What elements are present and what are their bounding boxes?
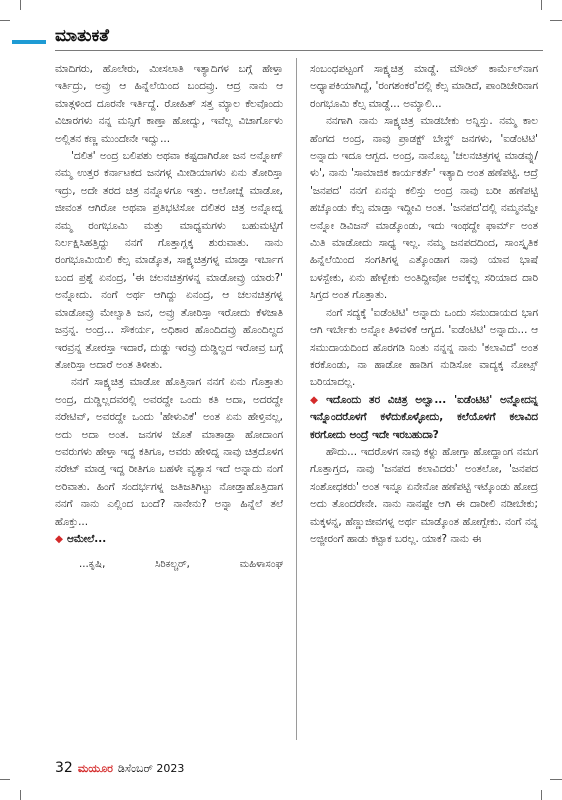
crop-mark-bottom-left-v [20, 790, 21, 800]
page-number: 32 [55, 760, 73, 776]
sub-heading [55, 531, 283, 548]
issue-date: ಡಿಸೆಂಬರ್ 2023 [117, 762, 185, 775]
interview-question-text: ಇದೊಂದು ತರ ವಿಚಿತ್ರ ಅಲ್ವಾ... 'ಐಡೆಂಟಿಟಿ' ಅನ್ನೋದನ್ನ ಇನ್ನೊಂದರೊಳಗೆ ಕಳೆದುಕೊಳ್ಳೋದು, ಕಲೆಯೊಳಗೆ ಕಲಾವಿದ ಕರಗೋದು ಅಂದ್ರೆ ಇದೇ ಇರಬಹುದಾ? [310, 393, 538, 441]
continuation-part-2: ಸಿರಿಕಲ್ಚರ್, [155, 559, 190, 571]
left-paragraph-3: ನನಗೆ ಸಾಕ್ಷ್ಯಚಿತ್ರ ಮಾಡೋ ಹೊತ್ತಿನಾಗ ನನಗೆ ಏನು ಗೊತ್ತಾತು ಅಂದ್ರ, ದುಡ್ಡಿಲ್ಲದವರಲ್ಲಿ ಅವರದ್ದೇ ಒಂದು ಕತಿ ಅದಾ, ಅದರದ್ದೇ ನರೇಟಿವ್, ಅವರದ್ದೇ ಒಂದು 'ಹೇಳುವಿಕೆ' ಅಂತ ಏನು ಹೇಳ್ತಿವಲ್ಲ, ಅದು ಅದಾ ಅಂತ. ಜನಗಳ ಜೊತೆ ಮಾತಾಡ್ತಾ ಹೋದಾಂಗ ಅವರುಗಳು ಹೇಳ್ತಾ ಇದ್ದ ಕತಿಗೂ, ಅವರು ಹೇಳಿದ್ನ ನಾವು ಚಿತ್ರದೊಳಗ ನರೇಟ್ ಮಾಡ್ತ ಇದ್ದ ರೀತಿಗೂ ಬಹಳೇ ವ್ಯತ್ಯಾಸ ಇದೆ ಅನ್ನಾದು ನಂಗೆ ಅರಿವಾತು. ಹಿಂಗೆ ಸಂದರ್ಭಗಳ್ನ ಜತಿಜತಿಗಿಟ್ಟು ನೋಡ್ತಾಹೊತ್ತಿದಾಗ ನನಗೆ ನಾನು ಎಲ್ಲಿಂದ ಬಂದೆ? ನಾನೇನು? ಅನ್ನಾ ಹಿನ್ನೆಲೆ ತಲೆ ಹೊಕ್ತು... [55, 376, 283, 528]
section-accent-bar [12, 40, 46, 44]
diamond-bullet-icon: ◆ [310, 393, 323, 406]
sub-heading-text: ಆಮೇಲೆ... [67, 532, 107, 545]
crop-mark-top-left-v [20, 0, 21, 10]
interview-question [310, 392, 538, 444]
crop-mark-bottom-left-h [0, 779, 10, 780]
right-column [310, 61, 538, 548]
crop-mark-bottom-right-h [550, 779, 562, 780]
left-column [55, 61, 283, 574]
crop-mark-top-right-v [541, 0, 542, 10]
right-paragraph-2: ನನಗಾಗಿ ನಾನು ಸಾಕ್ಷ್ಯಚಿತ್ರ ಮಾಡಬೇಕು ಅನ್ನಿಸ್ತು. ನಮ್ಮ ಕಾಲ ಹೆಂಗದ ಅಂದ್ರ, ನಾವು ಪ್ರಾಡಕ್ಟ್ ಬೇಸ್ಡ್ ಜನಗಳು, 'ಐಡೆಂಟಿಟಿ' ಅನ್ನಾದು ಇದೂ ಆಗ್ಬದ. ಅಂದ್ರ, ನಾನೊಬ್ಬ 'ಚಲನಚಿತ್ರಗಳ್ನ ಮಾಡವ್ನು/ಳು', ನಾನು 'ಸಾಮಾಜಿಕ ಕಾರ್ಯಕರ್ತೆ' ಇತ್ಯಾದಿ ಅಂತ ಹಣೆಪಟ್ಟಿ. ಆದ್ರೆ 'ಜನಪದ' ನನಗೆ ಏನನ್ನು ಕಲಿಸ್ತು ಅಂದ್ರ ನಾವು ಬರೀ ಹಣೆಪಟ್ಟಿ ಹಚ್ಕೊಂಡು ಕೆಲ್ಸ ಮಾಡ್ತಾ ಇದ್ದೀವಿ ಅಂತ. 'ಜನಪದ'ದಲ್ಲಿ ನಮ್ಮನಮ್ದೇ ಅನ್ನೋ ಡಿವಿಜನ್ ಮಾಡ್ಕೊಂಡು, ಇದು ಇಂಥದ್ದೇ ಫಾರ್ಮ್ ಅಂತ ಮಿತಿ ಮಾಡೋದು ಸಾಧ್ಯ ಇಲ್ಲ. ನಮ್ಮ ಜನಪದದಿಂದ, ಸಾಂಸ್ಕೃತಿಕ ಹಿನ್ನೆಲೆಯಿಂದ ಸಂಗತಿಗಳ್ನ ಎತ್ಕೊಂಡಾಗ ನಾವು ಯಾವ ಭಾಷೆ ಬಳಸ್ಬೇಕು, ಏನು ಹೇಳ್ಬೇಕು ಅಂತಿದ್ದೀವೋ ಅವಕ್ಕೆಲ್ಲ ಸರಿಯಾದ ದಾರಿ ಸಿಗ್ತದ ಅಂತ ಗೊತ್ತಾತು. [310, 115, 538, 302]
right-paragraph-1: ಸಂಬಂಧಪಟ್ಟಂಗೆ ಸಾಕ್ಷ್ಯಚಿತ್ರ ಮಾಡ್ದೆ. ಮೌಂಟ್ ಕಾರ್ಮೆಲ್‌ನಾಗ ಅಧ್ಯಾಪಕಿಯಾಗಿದ್ದೆ, 'ರಂಗಶಂಕರ'ದಲ್ಲಿ ಕೆಲ್ಸ ಮಾಡಿದೆ, ಪಾಂಡಿಚೇರಿನಾಗ ರಂಗಭೂಮಿ ಕೆಲ್ಸ ಮಾಡ್ದೆ... ಅಮ್ಯಾಲಿ... [310, 63, 538, 110]
magazine-name: ಮಯೂರ [77, 762, 113, 775]
page-footer [55, 760, 184, 776]
continuation-row [55, 556, 283, 573]
left-paragraph-1: ಮಾದಿಗರು, ಹೊಲೇರು, ಮೀಸಲಾತಿ ಇತ್ಯಾದಿಗಳ ಬಗ್ಗೆ ಹೇಳ್ತಾ ಇರ್ತಿದ್ರು, ಅವ್ರು ಆ ಹಿನ್ನೆಲೆಯಿಂದ ಬಂದವ್ರು. ಆದ್ರ ನಾನು ಆ ಮಾತ್ಗಳಿಂದ ದೂರನೇ ಇರ್ತಿದ್ದೆ. ರೋಹಿತ್ ಸತ್ತ ಮ್ಯಾಲ ಕೆಲವೊಂದು ವಿಚಾರಗಳು ನನ್ನ ಮನ್ಸಿಗೆ ಕಾಣ್ತಾ ಹೋದ್ವು, ಇವೆಲ್ಲ ವಿಚಾರ್ಗೊಳು ಅಲ್ಲಿತನ ಕಣ್ಣ ಮುಂದೇನೇ ಇದ್ವು... [55, 63, 283, 145]
crop-mark-top-left-h [0, 20, 10, 21]
continuation-part-3: ಮಹಿಳಾಸಂಘ [239, 559, 283, 571]
crop-mark-top-right-h [550, 20, 562, 21]
continuation-part-1: ...ಕೃಷಿ, [79, 559, 106, 571]
section-title: ಮಾತುಕತೆ [55, 26, 109, 46]
right-paragraph-3: ನಂಗೆ ಸದ್ಯಕ್ಕೆ 'ಐಡೆಂಟಿಟಿ' ಅನ್ನಾದು ಒಂದು ಸಮುದಾಯದ ಭಾಗ ಆಗಿ ಇರ್ಬೇಕು ಅನ್ನೋ ತಿಳಿವಳಿಕೆ ಆಗ್ಯದ. 'ಐಡೆಂಟಿಟಿ' ಅನ್ನಾದು... ಆ ಸಮುದಾಯದಿಂದ ಹೊರಗಡಿ ನಿಂತು ನನ್ನನ್ನ ನಾನು 'ಕಲಾವಿದೆ' ಅಂತ ಕರಕೊಂಡು, ನಾ ಹಾಡೋ ಹಾಡಿಗ ನುಡಿಸೋ ವಾದ್ಯಕ್ಕ ನೋಟ್ಸ್ ಬರಿಯಾದಲ್ಲ. [310, 306, 538, 389]
column-divider [296, 58, 297, 740]
left-paragraph-2: 'ದಲಿತ' ಅಂದ್ರ ಬಲಿಪಶು ಅಥವಾ ಕಷ್ಟದಾಗಿರೋ ಜನ ಅನ್ನೋಗ್ ನಮ್ಮ ಉತ್ತರ ಕರ್ನಾಟಕದ ಜನಗಳ್ಗ ಮೀಡಿಯಾಗಳು ಏನು ತೋರಿಸ್ತಾ ಇದ್ರು, ಅದೇ ತರದ ಚಿತ್ರ ನನ್ನೊಳಗೂ ಇತ್ತು. ಆಲೋಚ್ನೆ ಮಾಡೋ, ಜೀವಂತ ಆಗಿರೋ ಅಥವಾ ಪ್ರತಿಭಟಿಸೋ ದಲಿತರ ಚಿತ್ರ ಅನ್ನೋದ್ನ ನಮ್ಮ ರಂಗಭೂಮಿ ಮತ್ತು ಮಾಧ್ಯಮಗಳು ಬಹುಮಟ್ಟಿಗೆ ನಿರ್ಲಕ್ಷಿಸಿಹತ್ತಿದ್ದು ನನಗೆ ಗೊತ್ತಾಗ್ಲಕ್ಕ ಶುರುವಾತು. ನಾನು ರಂಗಭೂಮಿಯಿಲಿ ಕೆಲ್ಸ ಮಾಡ್ಕೊತ, ಸಾಕ್ಷ್ಯಚಿತ್ರಗಳ್ನ ಮಾಡ್ತಾ ಇರ್ಬಾಗ ಬಂದ ಪ್ರಶ್ನೆ ಏನಂದ್ರ, 'ಈ ಚಲನಚಿತ್ರಗಳನ್ನ ಮಾಡೋವ್ರು ಯಾರು?' ಅನ್ನೋದು. ನಂಗೆ ಅರ್ಥ ಆಗಿದ್ದು ಏನಂದ್ರ, ಆ ಚಲನಚಿತ್ರಗಳ್ನ ಮಾಡೋವ್ರು ಮೇಲ್ವಾತಿ ಜನ, ಅವ್ರು ತೋರಿಸ್ತಾ ಇರೋದು ಕೆಳಜಾತಿ ಜನ್ರನ್ನ. ಅಂದ್ರ... ಸೌಕರ್ಯ, ಅಧಿಕಾರ ಹೊಂದಿದವ್ರು ಹೊಂದಿಲ್ದದ ಇರವ್ರನ್ನ ತೋರಸ್ತಾ ಇದಾರೆ, ದುಡ್ಡು ಇರವ್ರು ದುಡ್ಡಿಲ್ದದ ಇರೋವ್ರ ಬಗ್ಗೆ ತೋರಿಸ್ತಾ ಅದಾರೆ ಅಂತ ತಿಳೀತು. [55, 150, 283, 371]
right-paragraph-4: ಹೌದು... ಇದರೊಳಗ ನಾವು ಕಳ್ದು ಹೋಗ್ತಾ ಹೋದ್ಹಾಂಗ ನಮಗ ಗೊತ್ತಾಗ್ತದ, ನಾವು 'ಜನಪದ ಕಲಾವಿದರು' ಅಂತಲೋ, 'ಜನಪದ ಸಂಶೋಧಕರು' ಅಂತ ಇನ್ನೂ ಏನೇನೋ ಹಣೆಪಟ್ಟಿ ಇಟ್ಕೊಂಡು ಹೋದ್ರ ಅದು ತೊಂದರೇನೇ. ನಾನು ನಾನಷ್ಟೇ ಆಗಿ ಈ ದಾರೀಲಿ ನಡೀಬೇಕು; ಮಕ್ಕಳನ್ನ, ಹೆಣ್ಣುಜೀವಗಳ್ನ ಅರ್ಥ ಮಾಡ್ಕೊಂತ ಹೋಗ್ಬೇಕು. ನಂಗೆ ನನ್ನ ಅಜ್ಜೀರಂಗೆ ಹಾಡು ಕಟ್ಟಾಕ ಬರಲ್ಲ. ಯಾಕ? ನಾನು ಈ [310, 445, 538, 545]
header-rule [55, 50, 543, 51]
diamond-bullet-icon: ◆ [55, 532, 63, 545]
crop-mark-bottom-right-v [541, 790, 542, 800]
